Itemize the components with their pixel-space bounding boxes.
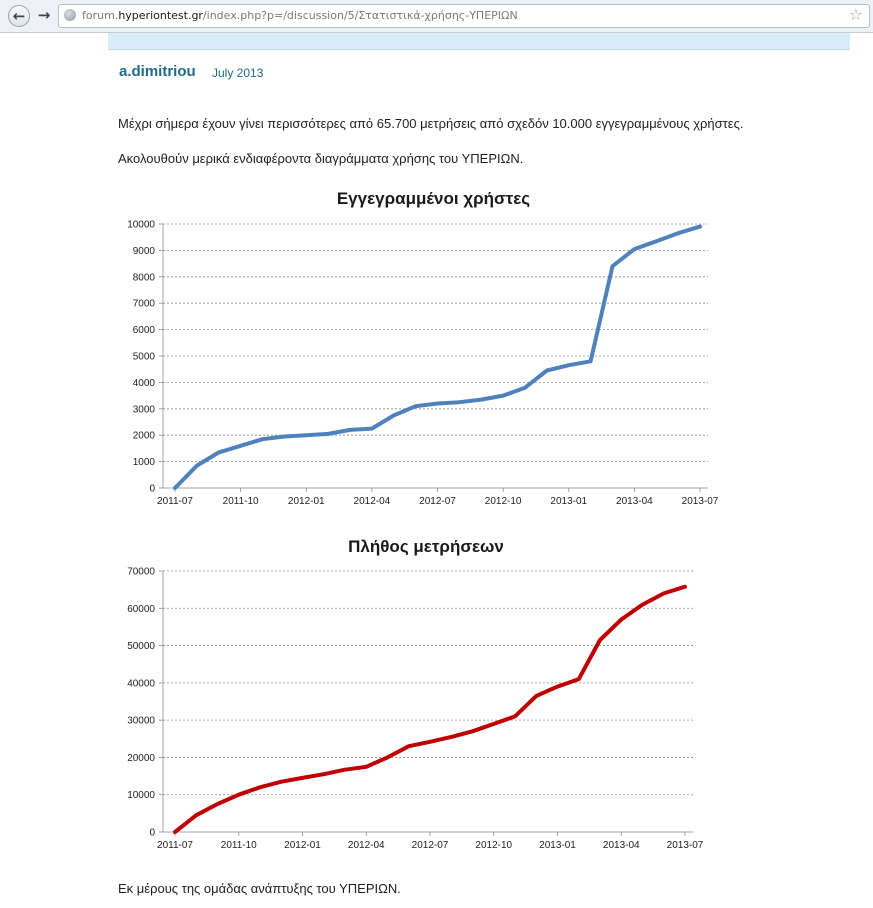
back-arrow-icon: ← <box>12 7 26 25</box>
star-icon[interactable]: ☆ <box>848 5 863 24</box>
x-tick-label: 2011-07 <box>157 496 193 507</box>
y-tick-label: 2000 <box>132 430 155 442</box>
x-tick-label: 2012-04 <box>353 496 391 507</box>
y-tick-label: 20000 <box>127 752 155 764</box>
y-tick-label: 10000 <box>127 219 155 231</box>
x-tick-label: 2013-01 <box>550 496 588 507</box>
x-tick-label: 2012-07 <box>419 496 456 507</box>
chart-registered-users <box>108 182 728 512</box>
comment-header-strip <box>108 33 850 50</box>
series-line <box>175 227 700 488</box>
x-tick-label: 2012-01 <box>284 840 321 851</box>
x-tick-label: 2013-04 <box>616 496 653 507</box>
x-tick-label: 2013-04 <box>602 840 640 851</box>
x-tick-label: 2013-07 <box>681 496 719 507</box>
y-tick-label: 40000 <box>127 678 155 690</box>
y-tick-label: 10000 <box>127 790 155 802</box>
y-tick-label: 9000 <box>132 245 155 257</box>
y-tick-label: 30000 <box>127 715 155 727</box>
y-tick-label: 0 <box>149 483 155 495</box>
y-tick-label: 60000 <box>127 603 155 615</box>
y-tick-label: 0 <box>149 827 155 839</box>
x-tick-label: 2012-07 <box>411 840 449 851</box>
y-tick-label: 3000 <box>132 404 155 416</box>
y-tick-label: 50000 <box>127 641 155 653</box>
url-path: /index.php?p=/discussion/5/Στατιστικά-χρήσης-ΥΠΕΡΙΩΝ <box>202 9 518 22</box>
chart-title: Εγγεγραμμένοι χρήστες <box>336 189 531 208</box>
y-tick-label: 6000 <box>132 325 155 337</box>
x-tick-label: 2013-01 <box>539 840 576 851</box>
x-tick-label: 2013-07 <box>666 840 704 851</box>
address-bar[interactable] <box>58 4 870 28</box>
back-button[interactable] <box>8 5 30 27</box>
y-tick-label: 70000 <box>127 566 155 578</box>
url-host: hyperiontest.gr <box>118 9 203 22</box>
x-tick-label: 2012-01 <box>287 496 325 507</box>
y-tick-label: 8000 <box>132 272 155 284</box>
x-tick-label: 2011-07 <box>157 840 193 851</box>
y-tick-label: 7000 <box>132 298 155 310</box>
x-tick-label: 2012-10 <box>475 840 513 851</box>
y-tick-label: 4000 <box>132 377 155 389</box>
browser-toolbar <box>0 0 873 33</box>
chart-measurements <box>108 530 728 860</box>
y-tick-label: 5000 <box>132 351 155 363</box>
url-text[interactable] <box>82 9 518 22</box>
x-tick-label: 2012-04 <box>347 840 385 851</box>
post-date[interactable]: July 2013 <box>212 66 264 80</box>
chart-title: Πλήθος μετρήσεων <box>348 537 504 556</box>
lead-paragraph: Ακολουθούν μερικά ενδιαφέροντα διαγράμματα χρήσης του ΥΠΕΡΙΩΝ. <box>118 151 524 166</box>
forward-arrow-icon: → <box>37 6 51 24</box>
x-tick-label: 2012-10 <box>484 496 522 507</box>
globe-icon <box>64 9 76 21</box>
y-tick-label: 1000 <box>132 457 155 469</box>
signature-paragraph: Εκ μέρους της ομάδας ανάπτυξης του ΥΠΕΡΙΩΝ. <box>118 881 401 896</box>
forward-button[interactable] <box>34 5 54 25</box>
x-tick-label: 2011-10 <box>220 840 257 851</box>
series-line <box>175 587 685 832</box>
intro-paragraph: Μέχρι σήμερα έχουν γίνει περισσότερες από 65.700 μετρήσεις από σχεδόν 10.000 εγγεγραμμένους χρήστες. <box>118 116 744 131</box>
url-prefix: forum. <box>82 9 119 22</box>
author-name[interactable]: a.dimitriou <box>119 63 196 80</box>
x-tick-label: 2011-10 <box>222 496 259 507</box>
